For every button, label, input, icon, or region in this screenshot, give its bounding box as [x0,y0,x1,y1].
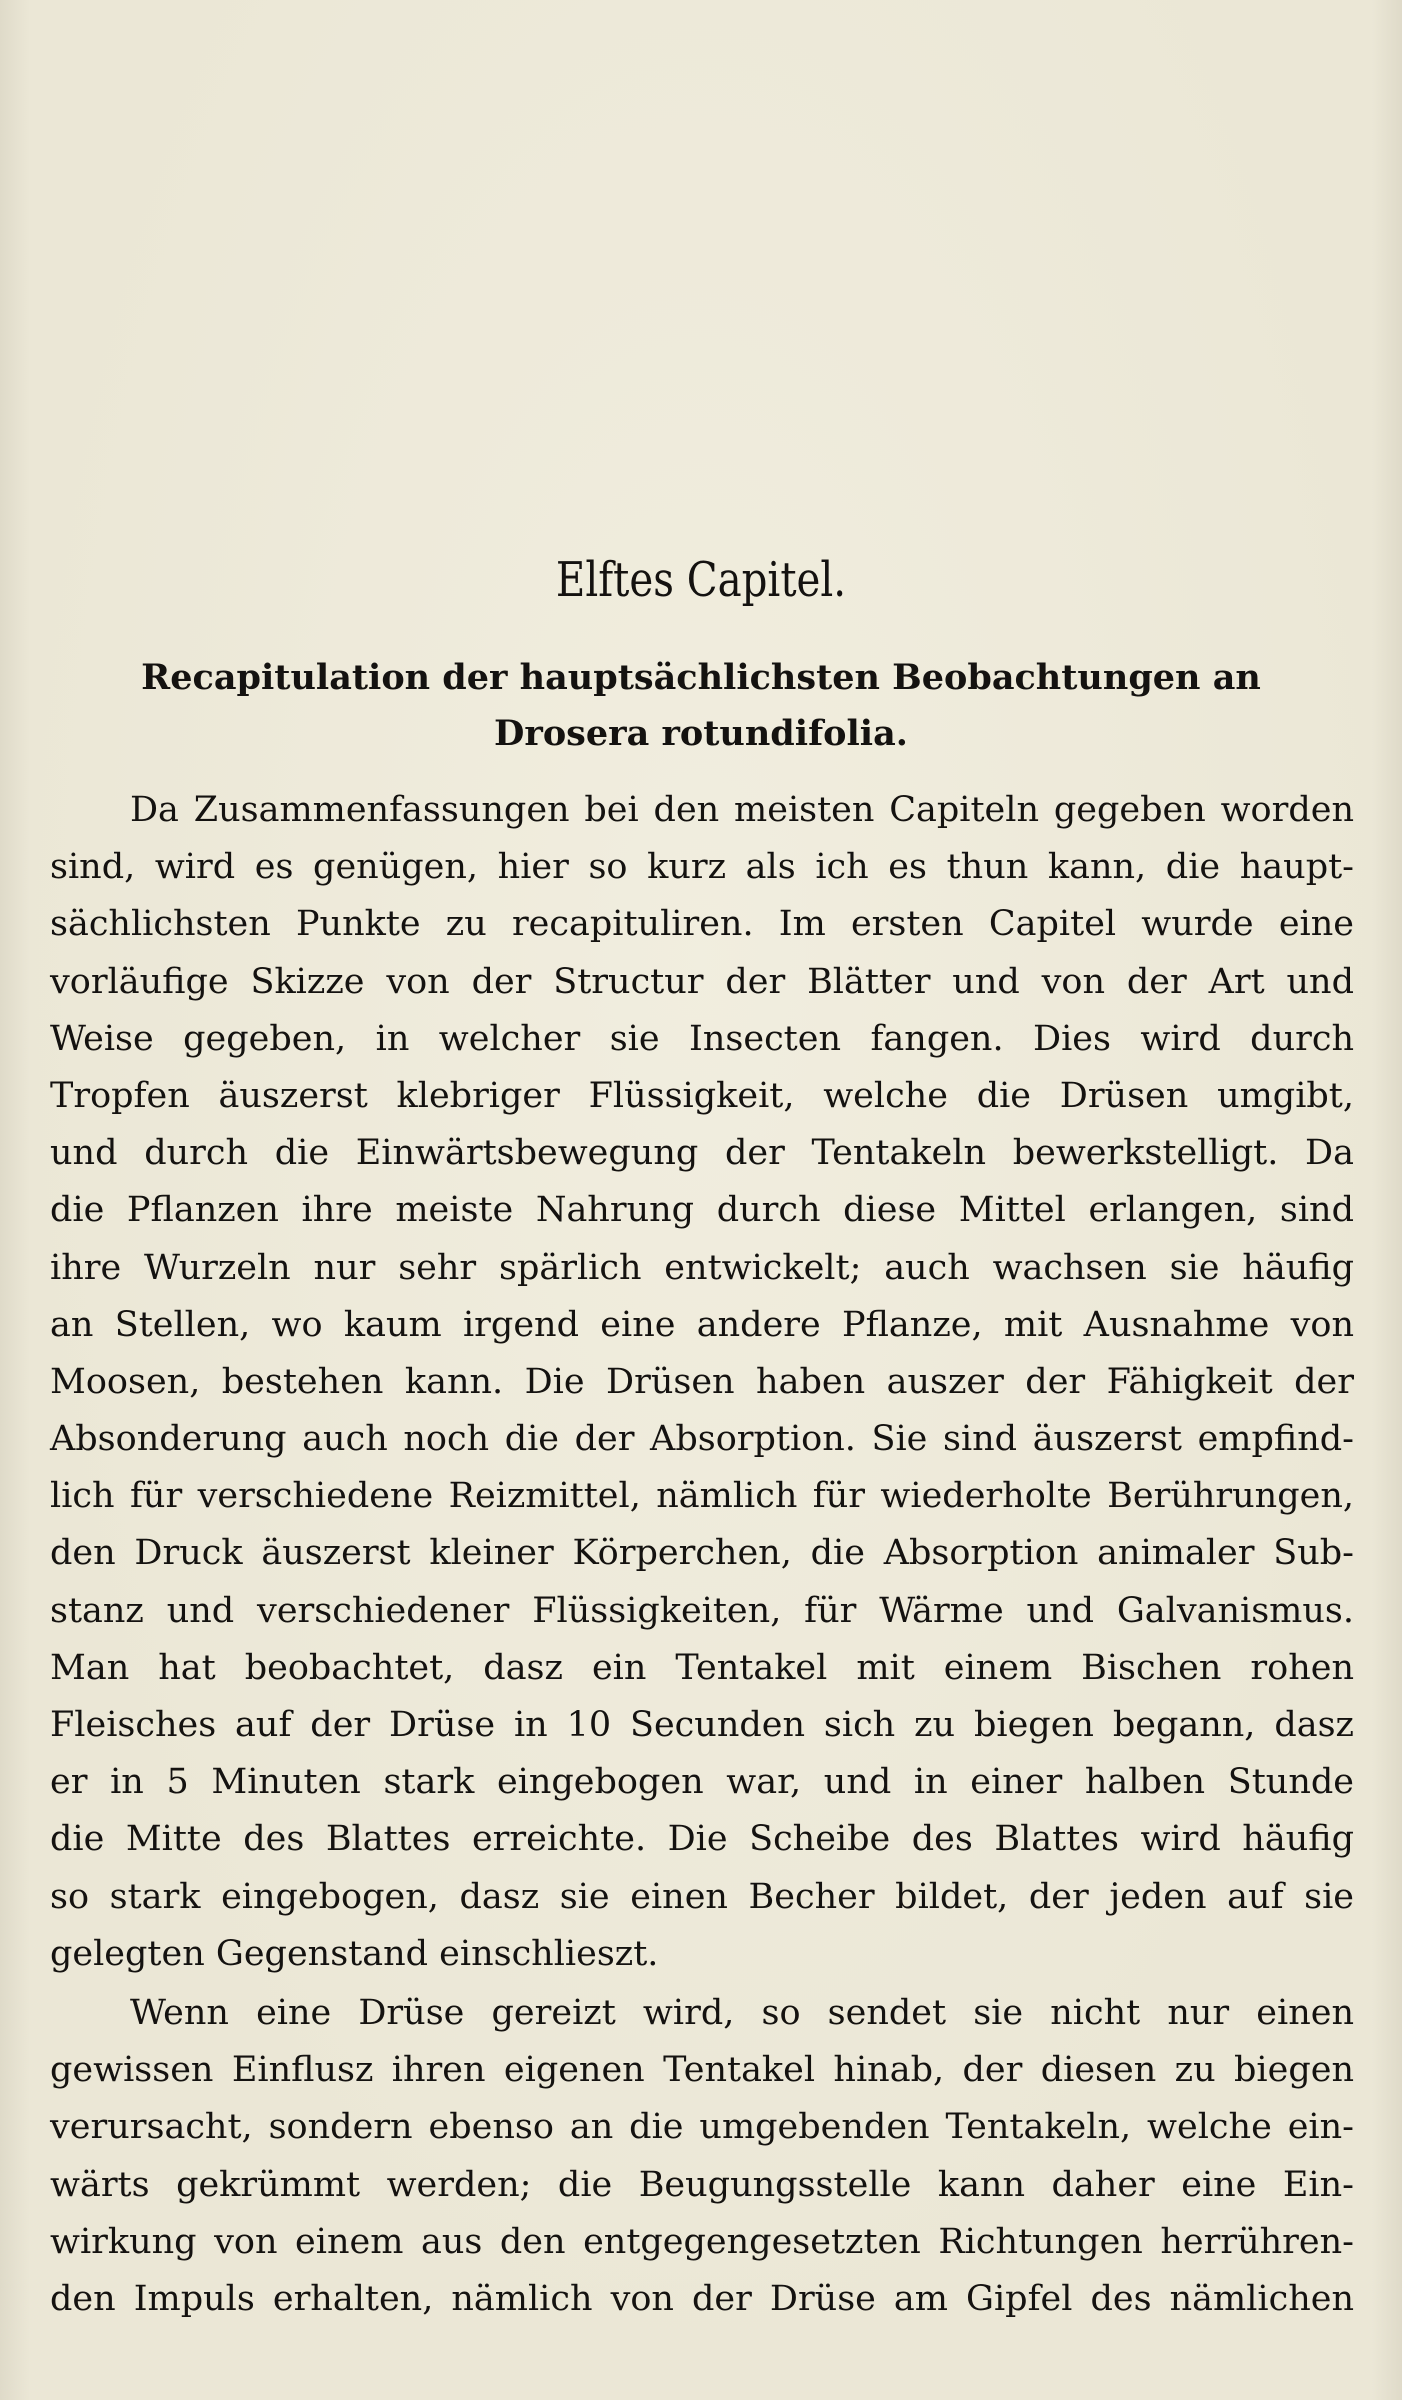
text-line: die Pflanzen ihre meiste Nahrung durch diese Mittel erlangen, sind [50,1190,1354,1231]
text-line: Absonderung auch noch die der Absorption. Sie sind äuszerst empfind- [50,1419,1354,1460]
text-line: vorläufige Skizze von der Structur der Blätter und von der Art und [50,961,1354,1002]
chapter-title: Elftes Capitel. [555,552,847,608]
text-line: Fleisches auf der Drüse in 10 Secunden sich zu biegen begann, dasz [50,1705,1354,1745]
text-line: den Druck äuszerst kleiner Körperchen, die Absorption animaler Sub- [50,1533,1354,1574]
text-line: den Impuls erhalten, nämlich von der Drüse am Gipfel des nämlichen [50,2278,1354,2319]
text-line: gewissen Einflusz ihren eigenen Tentakel hinab, der diesen zu biegen [50,2050,1354,2091]
text-line: Weise gegeben, in welcher sie Insecten fangen. Dies wird durch [50,1018,1354,1059]
section-title-line: Recapitulation der hauptsächlichsten Beobachtungen an [141,657,1261,698]
text-line: und durch die Einwärtsbewegung der Tentakeln bewerkstelligt. Da [50,1133,1354,1174]
text-line: gelegten Gegenstand einschlieszt. [50,1933,659,1974]
text-line: sind, wird es genügen, hier so kurz als ich es thun kann, die haupt- [50,847,1354,888]
text-line: verursacht, sondern ebenso an die umgebenden Tentakeln, welche ein- [50,2107,1354,2148]
text-line: Da Zusammenfassungen bei den meisten Capiteln gegeben worden [130,790,1354,830]
text-line: die Mitte des Blattes erreichte. Die Scheibe des Blattes wird häufig [50,1819,1354,1860]
text-line: wärts gekrümmt werden; die Beugungsstelle kann daher eine Ein- [50,2164,1354,2205]
section-title [100,650,1302,762]
text-line: ihre Wurzeln nur sehr spärlich entwickelt; auch wachsen sie häufig [50,1247,1354,1288]
section-title-line: Drosera rotundifolia. [494,713,908,754]
body-text [50,782,1354,2328]
text-line: Man hat beobachtet, dasz ein Tentakel mit einem Bischen rohen [50,1647,1354,1688]
text-line: Moosen, bestehen kann. Die Drüsen haben auszer der Fähigkeit der [50,1361,1354,1402]
paragraph [50,1985,1354,2328]
text-line: er in 5 Minuten stark eingebogen war, und in einer halben Stunde [50,1762,1354,1803]
text-line: Wenn eine Drüse gereizt wird, so sendet sie nicht nur einen [130,1992,1354,2033]
text-line: so stark eingebogen, dasz sie einen Becher bildet, der jeden auf sie [50,1876,1354,1917]
text-line: sächlichsten Punkte zu recapituliren. Im ersten Capitel wurde eine [50,904,1354,945]
text-line: Tropfen äuszerst klebriger Flüssigkeit, welche die Drüsen umgibt, [50,1075,1354,1116]
bleed-through-header [48,56,1368,96]
text-line: wirkung von einem aus den entgegengesetzten Richtungen herrühren- [50,2221,1354,2262]
text-line: an Stellen, wo kaum irgend eine andere Pflanze, mit Ausnahme von [50,1304,1354,1345]
text-line: lich für verschiedene Reizmittel, nämlich für wiederholte Berührungen, [50,1476,1354,1517]
text-line: stanz und verschiedener Flüssigkeiten, für Wärme und Galvanismus. [50,1590,1354,1631]
paragraph [50,782,1354,1983]
